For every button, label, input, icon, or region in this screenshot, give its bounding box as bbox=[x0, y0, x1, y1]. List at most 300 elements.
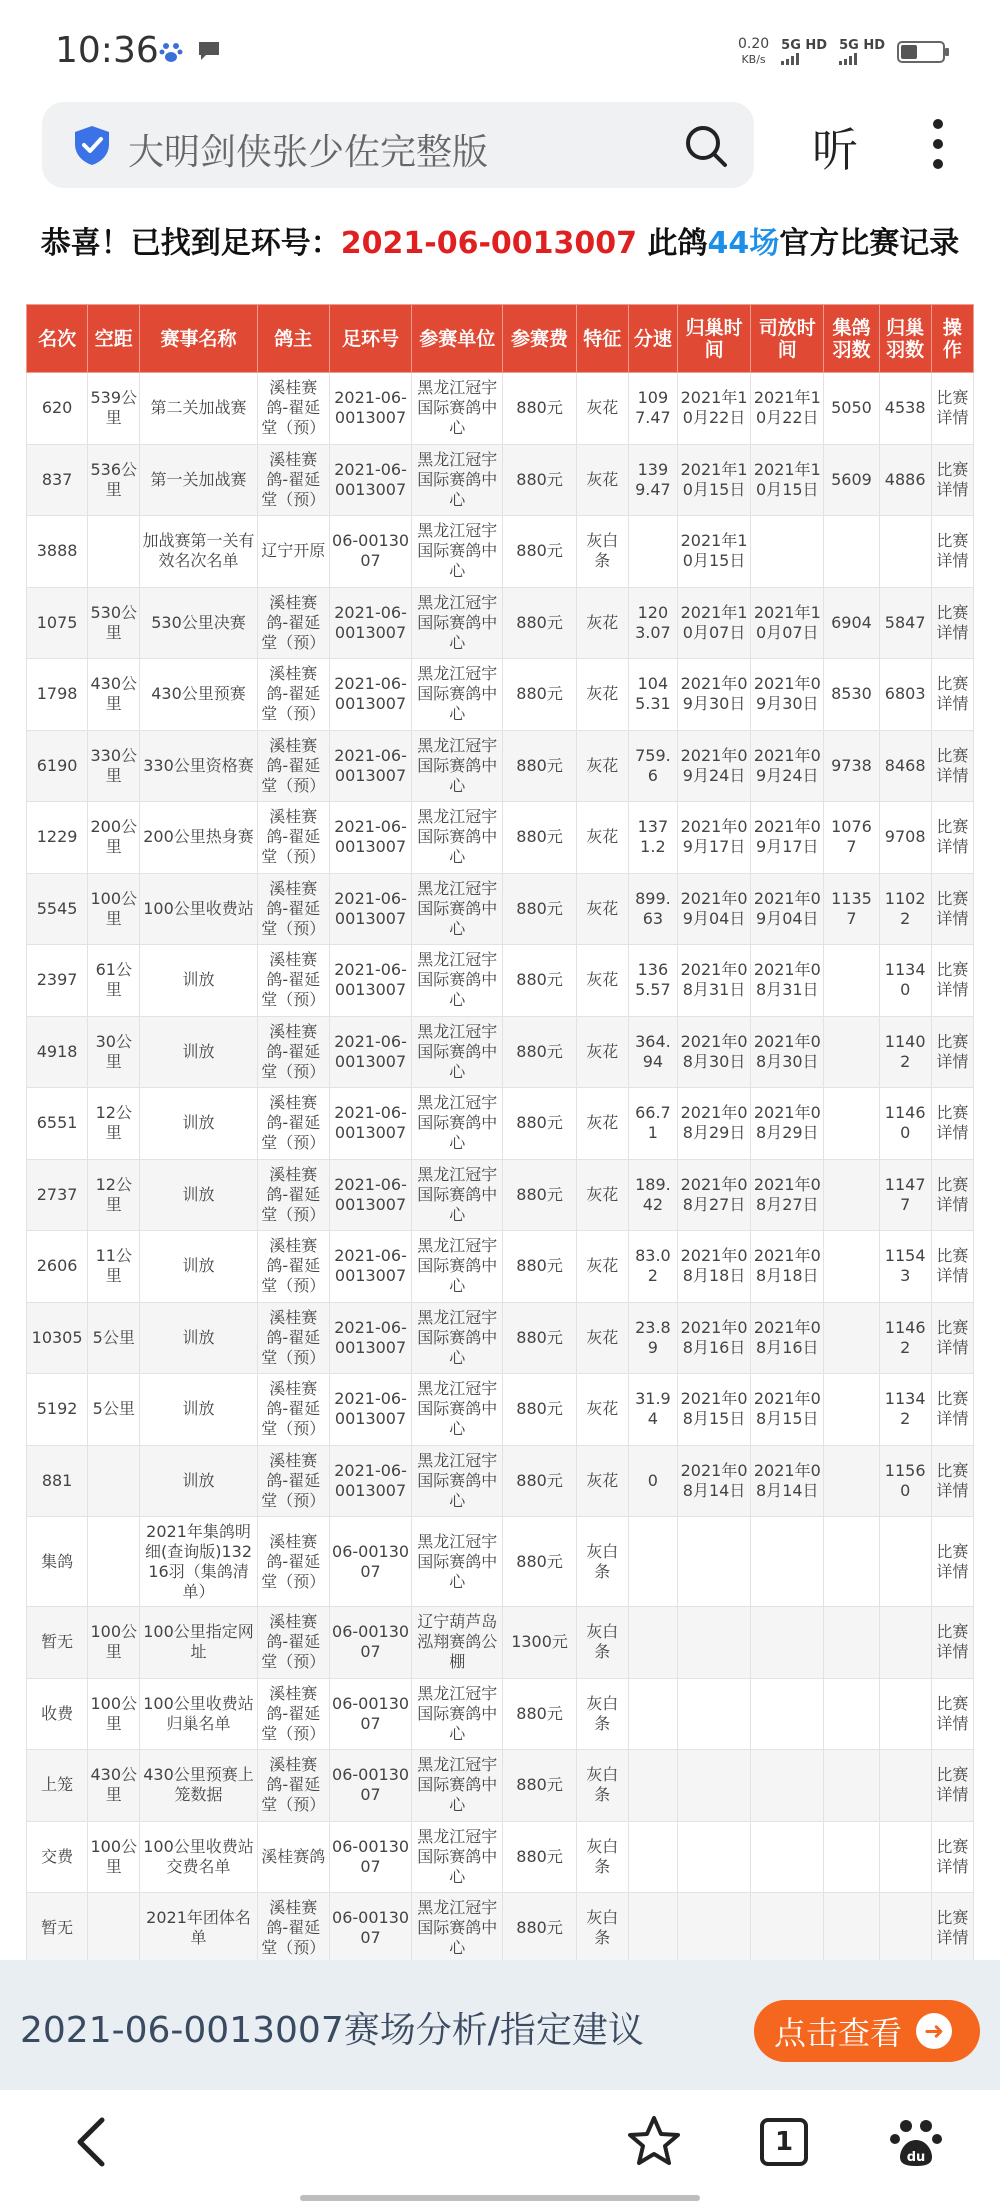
cell-race-name: 训放 bbox=[140, 1231, 257, 1303]
cell-return-time: 2021年10月15日 bbox=[677, 444, 750, 516]
cell-ring-number: 06-0013007 bbox=[329, 1750, 411, 1822]
cell-returned-count: 6803 bbox=[879, 659, 931, 731]
cell-race-name: 训放 bbox=[140, 1159, 257, 1231]
cell-entry-fee: 880元 bbox=[503, 1821, 576, 1893]
cell-release-time: 2021年10月22日 bbox=[751, 373, 824, 445]
cell-ring-number: 2021-06-0013007 bbox=[329, 873, 411, 945]
cell-ring-number: 2021-06-0013007 bbox=[329, 1016, 411, 1088]
table-row bbox=[27, 516, 974, 588]
cell-organizer: 黑龙江冠宇国际赛鸽中心 bbox=[412, 1678, 503, 1750]
cell-collected-count bbox=[824, 1517, 879, 1607]
cell-release-time bbox=[751, 1821, 824, 1893]
column-header-speed: 分速 bbox=[628, 305, 677, 373]
cell-rank: 6551 bbox=[27, 1088, 88, 1160]
cell-ring-number: 2021-06-0013007 bbox=[329, 444, 411, 516]
cell-release-time bbox=[751, 1750, 824, 1822]
cell-speed: 23.89 bbox=[628, 1302, 677, 1374]
cell-organizer: 辽宁葫芦岛泓翔赛鸽公棚 bbox=[412, 1607, 503, 1679]
race-details-link[interactable]: 比赛详情 bbox=[931, 1016, 973, 1088]
cell-release-time: 2021年08月14日 bbox=[751, 1445, 824, 1517]
cell-return-time: 2021年09月17日 bbox=[677, 802, 750, 874]
star-icon[interactable] bbox=[624, 2112, 684, 2172]
race-details-link[interactable]: 比赛详情 bbox=[931, 373, 973, 445]
cell-returned-count bbox=[879, 1607, 931, 1679]
arrow-right-icon: ➜ bbox=[916, 2013, 952, 2049]
table-header-row bbox=[27, 305, 974, 373]
bottom-navigation bbox=[0, 2092, 1000, 2211]
cell-owner: 溪桂赛鸽-翟延堂（预） bbox=[257, 1159, 329, 1231]
cell-distance: 539公里 bbox=[88, 373, 140, 445]
cell-organizer: 黑龙江冠宇国际赛鸽中心 bbox=[412, 1893, 503, 1961]
network-label-1: 5G HD bbox=[781, 38, 828, 53]
cell-ring-number: 06-0013007 bbox=[329, 1821, 411, 1893]
cell-collected-count: 6904 bbox=[824, 587, 879, 659]
cell-release-time bbox=[751, 1607, 824, 1679]
table-row bbox=[27, 1088, 974, 1160]
cell-distance: 430公里 bbox=[88, 659, 140, 731]
cell-return-time: 2021年08月15日 bbox=[677, 1374, 750, 1446]
cell-organizer: 黑龙江冠宇国际赛鸽中心 bbox=[412, 1821, 503, 1893]
cell-owner: 溪桂赛鸽-翟延堂（预） bbox=[257, 1893, 329, 1961]
race-details-link[interactable]: 比赛详情 bbox=[931, 730, 973, 802]
cell-returned-count bbox=[879, 1678, 931, 1750]
cell-race-name: 训放 bbox=[140, 1445, 257, 1517]
cell-feature: 灰花 bbox=[576, 373, 628, 445]
cell-returned-count: 11340 bbox=[879, 945, 931, 1017]
status-right bbox=[738, 36, 945, 68]
cell-entry-fee: 880元 bbox=[503, 730, 576, 802]
cell-release-time: 2021年09月04日 bbox=[751, 873, 824, 945]
svg-text:du: du bbox=[906, 2150, 926, 2165]
cell-speed bbox=[628, 1750, 677, 1822]
table-row bbox=[27, 730, 974, 802]
cell-rank: 集鸽 bbox=[27, 1517, 88, 1607]
cell-owner: 溪桂赛鸽-翟延堂（预） bbox=[257, 1678, 329, 1750]
cell-speed: 364.94 bbox=[628, 1016, 677, 1088]
home-indicator[interactable] bbox=[300, 2195, 700, 2201]
cell-distance: 200公里 bbox=[88, 802, 140, 874]
cell-release-time: 2021年08月18日 bbox=[751, 1231, 824, 1303]
cell-release-time: 2021年08月30日 bbox=[751, 1016, 824, 1088]
cell-entry-fee: 880元 bbox=[503, 1302, 576, 1374]
cell-entry-fee: 880元 bbox=[503, 802, 576, 874]
back-icon[interactable] bbox=[64, 2112, 124, 2172]
cell-release-time bbox=[751, 1678, 824, 1750]
cell-release-time bbox=[751, 516, 824, 588]
cell-owner: 溪桂赛鸽-翟延堂（预） bbox=[257, 945, 329, 1017]
cell-feature: 灰花 bbox=[576, 444, 628, 516]
cell-owner: 溪桂赛鸽-翟延堂（预） bbox=[257, 1445, 329, 1517]
cell-organizer: 黑龙江冠宇国际赛鸽中心 bbox=[412, 659, 503, 731]
cell-organizer: 黑龙江冠宇国际赛鸽中心 bbox=[412, 1517, 503, 1607]
cell-organizer: 黑龙江冠宇国际赛鸽中心 bbox=[412, 945, 503, 1017]
shield-check-icon bbox=[72, 124, 112, 166]
cell-rank: 620 bbox=[27, 373, 88, 445]
cell-ring-number: 2021-06-0013007 bbox=[329, 1088, 411, 1160]
cell-collected-count bbox=[824, 1607, 879, 1679]
cell-entry-fee: 880元 bbox=[503, 1678, 576, 1750]
cell-collected-count bbox=[824, 1159, 879, 1231]
cell-speed bbox=[628, 1517, 677, 1607]
cell-speed bbox=[628, 1821, 677, 1893]
listen-button[interactable]: 听 bbox=[812, 123, 858, 177]
table-row bbox=[27, 1517, 974, 1607]
cell-entry-fee: 880元 bbox=[503, 1088, 576, 1160]
table-body bbox=[27, 373, 974, 1961]
cell-organizer: 黑龙江冠宇国际赛鸽中心 bbox=[412, 373, 503, 445]
signal-1 bbox=[781, 39, 827, 65]
cell-collected-count bbox=[824, 1445, 879, 1517]
race-details-link[interactable]: 比赛详情 bbox=[931, 1821, 973, 1893]
cell-entry-fee: 880元 bbox=[503, 873, 576, 945]
cell-collected-count: 5609 bbox=[824, 444, 879, 516]
race-details-link[interactable]: 比赛详情 bbox=[931, 802, 973, 874]
race-details-link[interactable]: 比赛详情 bbox=[931, 659, 973, 731]
cell-returned-count bbox=[879, 1821, 931, 1893]
analysis-banner[interactable] bbox=[0, 1960, 1000, 2090]
cell-distance: 100公里 bbox=[88, 1607, 140, 1679]
cell-entry-fee: 880元 bbox=[503, 516, 576, 588]
cell-collected-count: 5050 bbox=[824, 373, 879, 445]
cell-ring-number: 2021-06-0013007 bbox=[329, 945, 411, 1017]
column-header-action: 操作 bbox=[931, 305, 973, 373]
race-details-link[interactable]: 比赛详情 bbox=[931, 873, 973, 945]
cell-release-time: 2021年08月31日 bbox=[751, 945, 824, 1017]
cell-collected-count bbox=[824, 1088, 879, 1160]
cell-returned-count: 11560 bbox=[879, 1445, 931, 1517]
cell-speed bbox=[628, 1607, 677, 1679]
cell-race-name: 训放 bbox=[140, 1302, 257, 1374]
cell-collected-count bbox=[824, 1231, 879, 1303]
cell-speed bbox=[628, 1893, 677, 1961]
cell-feature: 灰白条 bbox=[576, 1821, 628, 1893]
cell-organizer: 黑龙江冠宇国际赛鸽中心 bbox=[412, 1750, 503, 1822]
table-row bbox=[27, 1159, 974, 1231]
cell-release-time: 2021年09月24日 bbox=[751, 730, 824, 802]
cell-distance: 30公里 bbox=[88, 1016, 140, 1088]
cell-feature: 灰花 bbox=[576, 659, 628, 731]
message-icon bbox=[196, 38, 222, 64]
cell-collected-count bbox=[824, 1374, 879, 1446]
table-row bbox=[27, 1445, 974, 1517]
cell-speed: 31.94 bbox=[628, 1374, 677, 1446]
cell-speed: 1045.31 bbox=[628, 659, 677, 731]
cell-entry-fee: 880元 bbox=[503, 1750, 576, 1822]
cell-race-name: 100公里指定网址 bbox=[140, 1607, 257, 1679]
race-details-link[interactable]: 比赛详情 bbox=[931, 945, 973, 1017]
cell-returned-count bbox=[879, 1517, 931, 1607]
cell-speed: 1399.47 bbox=[628, 444, 677, 516]
cell-entry-fee: 880元 bbox=[503, 1374, 576, 1446]
cell-owner: 溪桂赛鸽-翟延堂（预） bbox=[257, 802, 329, 874]
cell-entry-fee: 880元 bbox=[503, 659, 576, 731]
cell-collected-count bbox=[824, 1893, 879, 1961]
race-details-link[interactable]: 比赛详情 bbox=[931, 1302, 973, 1374]
cell-feature: 灰花 bbox=[576, 1302, 628, 1374]
race-details-link[interactable]: 比赛详情 bbox=[931, 1678, 973, 1750]
table-row bbox=[27, 873, 974, 945]
cell-organizer: 黑龙江冠宇国际赛鸽中心 bbox=[412, 444, 503, 516]
cell-race-name: 200公里热身赛 bbox=[140, 802, 257, 874]
cell-rank: 3888 bbox=[27, 516, 88, 588]
cell-organizer: 黑龙江冠宇国际赛鸽中心 bbox=[412, 1159, 503, 1231]
battery-level bbox=[901, 45, 917, 59]
cell-release-time: 2021年09月30日 bbox=[751, 659, 824, 731]
column-header-distance: 空距 bbox=[88, 305, 140, 373]
cell-owner: 溪桂赛鸽-翟延堂（预） bbox=[257, 373, 329, 445]
cell-feature: 灰白条 bbox=[576, 1517, 628, 1607]
race-details-link[interactable]: 比赛详情 bbox=[931, 444, 973, 516]
cell-organizer: 黑龙江冠宇国际赛鸽中心 bbox=[412, 802, 503, 874]
cell-collected-count bbox=[824, 1821, 879, 1893]
race-details-link[interactable]: 比赛详情 bbox=[931, 1607, 973, 1679]
race-details-link[interactable]: 比赛详情 bbox=[931, 1517, 973, 1607]
cell-speed bbox=[628, 516, 677, 588]
cell-rank: 4918 bbox=[27, 1016, 88, 1088]
column-header-collected-count: 集鸽羽数 bbox=[824, 305, 879, 373]
cell-rank: 暂无 bbox=[27, 1607, 88, 1679]
column-header-return-time: 归巢时间 bbox=[677, 305, 750, 373]
cell-distance bbox=[88, 1893, 140, 1961]
cell-race-name: 100公里收费站 bbox=[140, 873, 257, 945]
status-time: 10:36 bbox=[55, 30, 159, 71]
cell-race-name: 2021年团体名单 bbox=[140, 1893, 257, 1961]
cell-owner: 溪桂赛鸽-翟延堂（预） bbox=[257, 873, 329, 945]
cell-ring-number: 06-0013007 bbox=[329, 1517, 411, 1607]
cell-race-name: 第二关加战赛 bbox=[140, 373, 257, 445]
cell-feature: 灰花 bbox=[576, 873, 628, 945]
net-speed bbox=[738, 36, 769, 68]
cell-return-time: 2021年09月30日 bbox=[677, 659, 750, 731]
cell-ring-number: 06-0013007 bbox=[329, 516, 411, 588]
cell-race-name: 530公里决赛 bbox=[140, 587, 257, 659]
race-details-link[interactable]: 比赛详情 bbox=[931, 1231, 973, 1303]
cell-release-time: 2021年08月16日 bbox=[751, 1302, 824, 1374]
cell-return-time: 2021年09月04日 bbox=[677, 873, 750, 945]
cell-return-time bbox=[677, 1821, 750, 1893]
cell-distance: 61公里 bbox=[88, 945, 140, 1017]
race-details-link[interactable]: 比赛详情 bbox=[931, 516, 973, 588]
race-details-link[interactable]: 比赛详情 bbox=[931, 587, 973, 659]
result-headline bbox=[0, 218, 1000, 262]
cell-owner: 溪桂赛鸽-翟延堂（预） bbox=[257, 1088, 329, 1160]
cell-speed: 1097.47 bbox=[628, 373, 677, 445]
column-header-release-time: 司放时间 bbox=[751, 305, 824, 373]
cell-feature: 灰花 bbox=[576, 1374, 628, 1446]
signal-bars-icon bbox=[781, 53, 799, 65]
cell-collected-count bbox=[824, 1302, 879, 1374]
cell-organizer: 黑龙江冠宇国际赛鸽中心 bbox=[412, 1016, 503, 1088]
cell-owner: 溪桂赛鸽-翟延堂（预） bbox=[257, 1231, 329, 1303]
column-header-entry-fee: 参赛费 bbox=[503, 305, 576, 373]
cell-returned-count: 11543 bbox=[879, 1231, 931, 1303]
race-details-link[interactable]: 比赛详情 bbox=[931, 1159, 973, 1231]
cell-returned-count: 4886 bbox=[879, 444, 931, 516]
column-header-ring-number: 足环号 bbox=[329, 305, 411, 373]
cell-race-name: 100公里收费站交费名单 bbox=[140, 1821, 257, 1893]
race-records-table-container[interactable] bbox=[26, 304, 974, 1960]
banner-text[interactable]: 2021-06-0013007赛场分析/指定建议 bbox=[20, 2010, 644, 2051]
column-header-returned-count: 归巢羽数 bbox=[879, 305, 931, 373]
search-icon[interactable] bbox=[684, 124, 728, 168]
cell-owner: 溪桂赛鸽-翟延堂（预） bbox=[257, 587, 329, 659]
cell-feature: 灰白条 bbox=[576, 1750, 628, 1822]
cell-returned-count: 8468 bbox=[879, 730, 931, 802]
cell-race-name: 330公里资格赛 bbox=[140, 730, 257, 802]
cell-rank: 10305 bbox=[27, 1302, 88, 1374]
cell-returned-count: 11462 bbox=[879, 1302, 931, 1374]
more-vertical-icon[interactable] bbox=[930, 116, 946, 172]
tab-count: 1 bbox=[774, 2127, 794, 2157]
cell-ring-number: 2021-06-0013007 bbox=[329, 730, 411, 802]
cell-rank: 2606 bbox=[27, 1231, 88, 1303]
cell-organizer: 黑龙江冠宇国际赛鸽中心 bbox=[412, 1088, 503, 1160]
tabs-button[interactable] bbox=[754, 2112, 814, 2172]
cell-speed: 189.42 bbox=[628, 1159, 677, 1231]
cell-race-name: 2021年集鸽明细(查询版)13216羽（集鸽清单） bbox=[140, 1517, 257, 1607]
cell-entry-fee: 880元 bbox=[503, 1016, 576, 1088]
cell-race-name: 430公里预赛 bbox=[140, 659, 257, 731]
cell-distance bbox=[88, 516, 140, 588]
cell-return-time: 2021年10月15日 bbox=[677, 516, 750, 588]
column-header-rank: 名次 bbox=[27, 305, 88, 373]
cell-entry-fee: 880元 bbox=[503, 1231, 576, 1303]
cell-organizer: 黑龙江冠宇国际赛鸽中心 bbox=[412, 587, 503, 659]
cell-feature: 灰白条 bbox=[576, 1893, 628, 1961]
table-header bbox=[27, 305, 974, 373]
cell-speed: 1371.2 bbox=[628, 802, 677, 874]
cell-release-time: 2021年08月15日 bbox=[751, 1374, 824, 1446]
race-details-link[interactable]: 比赛详情 bbox=[931, 1088, 973, 1160]
cell-collected-count bbox=[824, 516, 879, 588]
cell-distance: 330公里 bbox=[88, 730, 140, 802]
cell-returned-count bbox=[879, 1893, 931, 1961]
cell-returned-count: 11402 bbox=[879, 1016, 931, 1088]
cell-speed: 1203.07 bbox=[628, 587, 677, 659]
cell-release-time: 2021年10月15日 bbox=[751, 444, 824, 516]
cell-speed bbox=[628, 1678, 677, 1750]
table-row bbox=[27, 1607, 974, 1679]
table-row bbox=[27, 1016, 974, 1088]
headline-suffix: 官方比赛记录 bbox=[779, 226, 960, 261]
cell-returned-count: 4538 bbox=[879, 373, 931, 445]
race-details-link[interactable]: 比赛详情 bbox=[931, 1445, 973, 1517]
cell-organizer: 黑龙江冠宇国际赛鸽中心 bbox=[412, 873, 503, 945]
cell-feature: 灰花 bbox=[576, 1231, 628, 1303]
cell-entry-fee: 880元 bbox=[503, 945, 576, 1017]
cell-return-time: 2021年08月31日 bbox=[677, 945, 750, 1017]
cell-organizer: 黑龙江冠宇国际赛鸽中心 bbox=[412, 1374, 503, 1446]
cell-return-time: 2021年08月16日 bbox=[677, 1302, 750, 1374]
cell-feature: 灰花 bbox=[576, 1088, 628, 1160]
cell-ring-number: 2021-06-0013007 bbox=[329, 1374, 411, 1446]
cell-entry-fee: 880元 bbox=[503, 587, 576, 659]
cell-feature: 灰白条 bbox=[576, 1678, 628, 1750]
cell-release-time: 2021年08月27日 bbox=[751, 1159, 824, 1231]
cell-distance bbox=[88, 1517, 140, 1607]
cell-release-time: 2021年09月17日 bbox=[751, 802, 824, 874]
headline-prefix: 恭喜！已找到足环号： bbox=[40, 226, 341, 261]
cell-organizer: 黑龙江冠宇国际赛鸽中心 bbox=[412, 1231, 503, 1303]
cell-returned-count: 11477 bbox=[879, 1159, 931, 1231]
cell-ring-number: 2021-06-0013007 bbox=[329, 1445, 411, 1517]
cell-release-time bbox=[751, 1893, 824, 1961]
table-row bbox=[27, 1231, 974, 1303]
race-details-link[interactable]: 比赛详情 bbox=[931, 1374, 973, 1446]
cell-ring-number: 2021-06-0013007 bbox=[329, 659, 411, 731]
network-label-2: 5G HD bbox=[839, 38, 885, 53]
column-header-organizer: 参赛单位 bbox=[412, 305, 503, 373]
cell-entry-fee: 880元 bbox=[503, 1517, 576, 1607]
cell-return-time: 2021年08月29日 bbox=[677, 1088, 750, 1160]
race-records-table bbox=[26, 304, 974, 1960]
cell-feature: 灰花 bbox=[576, 1445, 628, 1517]
table-row bbox=[27, 587, 974, 659]
cell-entry-fee: 1300元 bbox=[503, 1607, 576, 1679]
cell-rank: 1229 bbox=[27, 802, 88, 874]
cell-rank: 837 bbox=[27, 444, 88, 516]
view-button[interactable] bbox=[754, 2000, 980, 2062]
cell-speed: 1365.57 bbox=[628, 945, 677, 1017]
cell-return-time: 2021年08月27日 bbox=[677, 1159, 750, 1231]
table-row bbox=[27, 444, 974, 516]
cell-return-time bbox=[677, 1750, 750, 1822]
table-row bbox=[27, 802, 974, 874]
view-button-label: 点击查看 bbox=[774, 2014, 903, 2052]
headline-race-count: 44场 bbox=[707, 226, 780, 261]
race-details-link[interactable]: 比赛详情 bbox=[931, 1893, 973, 1961]
table-row bbox=[27, 1821, 974, 1893]
cell-return-time bbox=[677, 1517, 750, 1607]
cell-return-time: 2021年09月24日 bbox=[677, 730, 750, 802]
cell-owner: 溪桂赛鸽-翟延堂（预） bbox=[257, 1750, 329, 1822]
cell-owner: 溪桂赛鸽-翟延堂（预） bbox=[257, 1302, 329, 1374]
cell-speed: 66.71 bbox=[628, 1088, 677, 1160]
net-speed-value: 0.20 bbox=[737, 36, 770, 52]
table-row bbox=[27, 1374, 974, 1446]
cell-distance: 12公里 bbox=[88, 1159, 140, 1231]
baidu-paw-icon[interactable] bbox=[886, 2112, 946, 2172]
cell-ring-number: 2021-06-0013007 bbox=[329, 802, 411, 874]
cell-race-name: 第一关加战赛 bbox=[140, 444, 257, 516]
cell-rank: 6190 bbox=[27, 730, 88, 802]
search-box[interactable] bbox=[42, 102, 754, 188]
column-header-owner: 鸽主 bbox=[257, 305, 329, 373]
cell-feature: 灰花 bbox=[576, 1159, 628, 1231]
signal-2 bbox=[839, 39, 885, 65]
table-row bbox=[27, 1678, 974, 1750]
cell-owner: 溪桂赛鸽-翟延堂（预） bbox=[257, 1374, 329, 1446]
cell-entry-fee: 880元 bbox=[503, 373, 576, 445]
cell-collected-count bbox=[824, 1016, 879, 1088]
cell-ring-number: 2021-06-0013007 bbox=[329, 1159, 411, 1231]
cell-ring-number: 06-0013007 bbox=[329, 1678, 411, 1750]
cell-speed: 899.63 bbox=[628, 873, 677, 945]
cell-collected-count: 8530 bbox=[824, 659, 879, 731]
cell-returned-count bbox=[879, 516, 931, 588]
cell-return-time: 2021年08月30日 bbox=[677, 1016, 750, 1088]
cell-feature: 灰花 bbox=[576, 730, 628, 802]
race-details-link[interactable]: 比赛详情 bbox=[931, 1750, 973, 1822]
cell-owner: 溪桂赛鸽-翟延堂（预） bbox=[257, 1607, 329, 1679]
signal-bars-icon bbox=[839, 53, 857, 65]
cell-distance: 11公里 bbox=[88, 1231, 140, 1303]
cell-return-time: 2021年10月07日 bbox=[677, 587, 750, 659]
cell-returned-count: 11342 bbox=[879, 1374, 931, 1446]
battery-icon bbox=[897, 41, 945, 63]
cell-return-time bbox=[677, 1678, 750, 1750]
search-query[interactable]: 大明剑侠张少佐完整版 bbox=[128, 132, 489, 173]
